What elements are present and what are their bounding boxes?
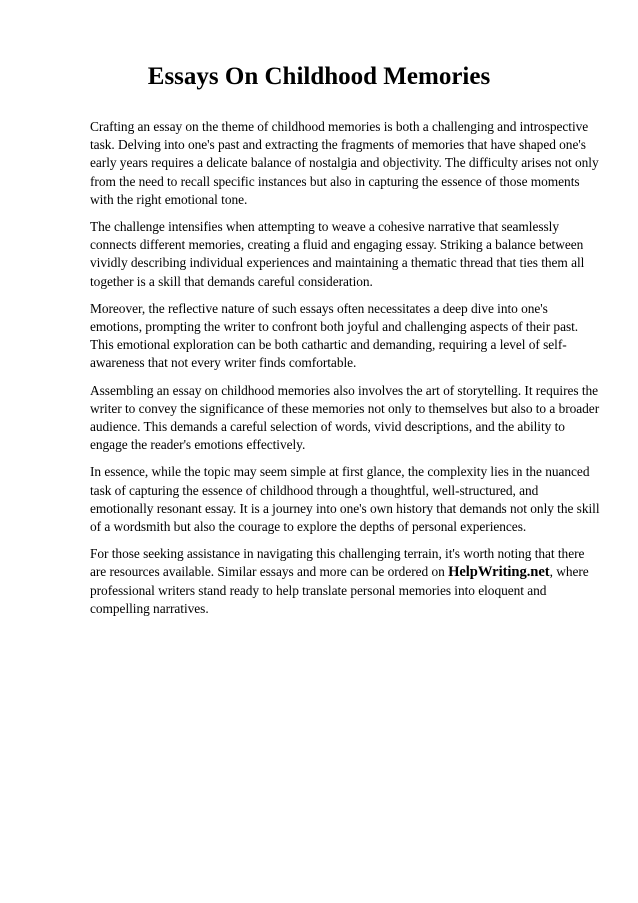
paragraph-6-lead: For those seeking assistance in navigating this challenging terrain, it's worth noting that there are resources available. Similar essays and more can be ordered on bbox=[90, 546, 585, 580]
document-title: Essays On Childhood Memories bbox=[147, 63, 491, 90]
paragraph-6-tail: , where professional writers stand ready to help translate personal memories into eloquent and compelling narratives. bbox=[90, 564, 589, 616]
paragraph-2: The challenge intensifies when attempting to weave a cohesive narrative that seamlessly connects different memories, creating a fluid and engaging essay. Striking a balance between vividly describing individual experiences and maintaining a thematic thread that ties them all together is a skill that demands careful consideration. bbox=[90, 219, 585, 289]
paragraph-6 bbox=[90, 545, 600, 618]
document-body bbox=[90, 118, 600, 627]
helpwriting-brand-name: HelpWriting.net bbox=[448, 564, 550, 581]
paragraph-3: Moreover, the reflective nature of such essays often necessitates a deep dive into one's emotions, prompting the writer to confront both joyful and challenging aspects of their past. This emotional exploration can be both cathartic and demanding, requiring a level of self-awareness that not every writer finds comfortable. bbox=[90, 300, 579, 371]
paragraph-1: Crafting an essay on the theme of childhood memories is both a challenging and introspective task. Delving into one's past and extracting the fragments of memories that have shaped one's early years requires a delicate balance of nostalgia and objectivity. The difficulty arises not only from the need to recall specific instances but also in capturing the essence of those moments with the right emotional tone. bbox=[90, 119, 599, 207]
paragraph-5: In essence, while the topic may seem simple at first glance, the complexity lies in the nuanced task of capturing the essence of childhood through a thoughtful, well-structured, and emotionally resonant essay. It is a journey into one's own history that demands not only the skill of a wordsmith but also the courage to explore the depths of personal experiences. bbox=[90, 464, 600, 535]
paragraph-4: Assembling an essay on childhood memories also involves the art of storytelling. It requires the writer to convey the significance of these memories not only to themselves but also to a broader audience. This demands a careful selection of words, vivid descriptions, and the ability to engage the reader's emotions effectively. bbox=[90, 382, 600, 453]
